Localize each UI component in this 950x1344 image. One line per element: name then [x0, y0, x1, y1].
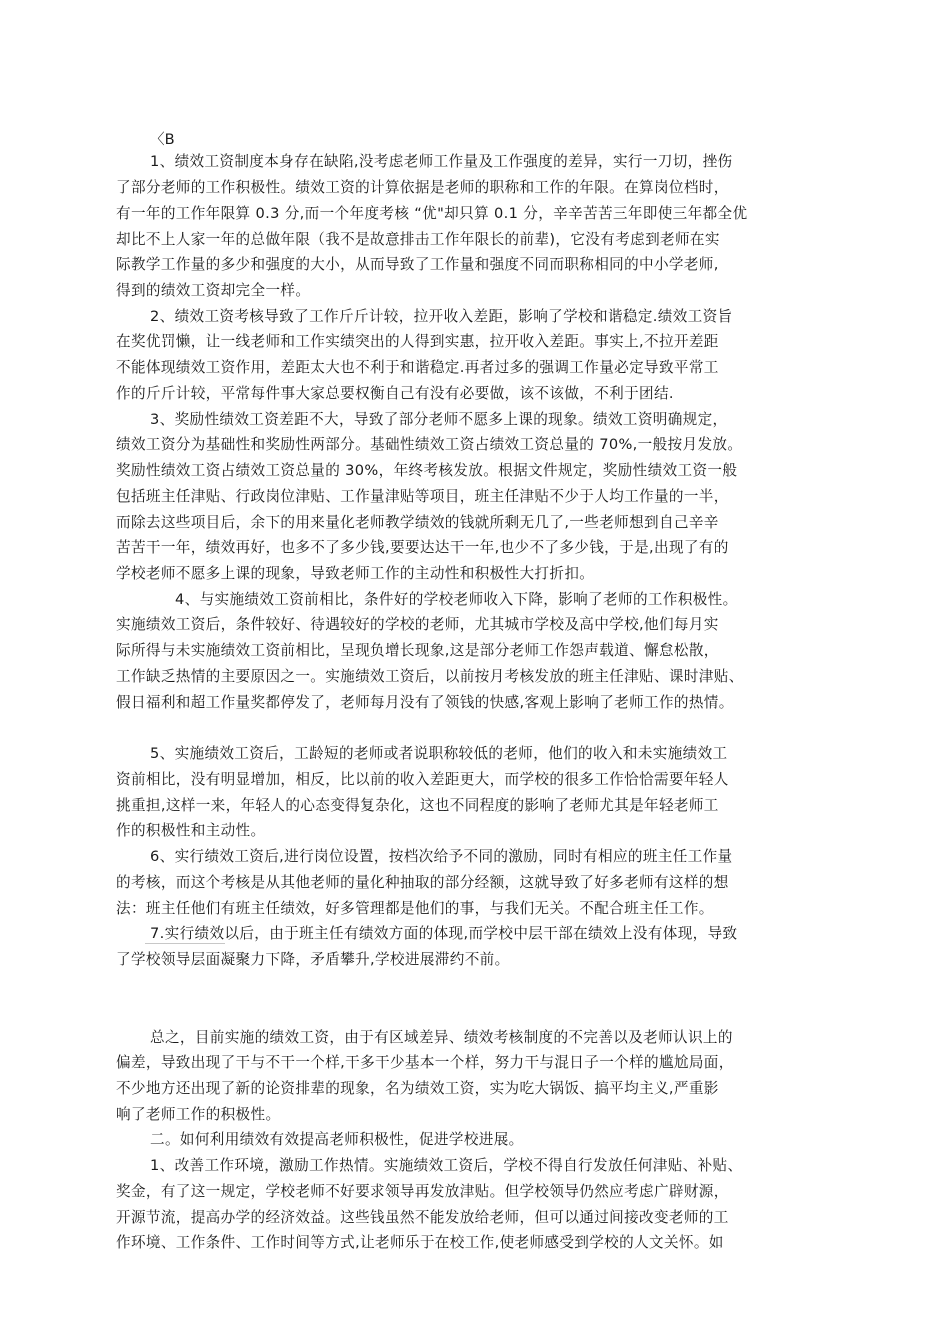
text-line: 工作缺乏热情的主要原因之一。实施绩效工资后，以前按月考核发放的班主任津贴、课时津贴、 [116, 668, 744, 685]
text-line: 了学校领导层面凝聚力下降，矛盾攀升,学校进展滞约不前。 [116, 951, 510, 968]
divider-rule [145, 943, 225, 944]
text-line: 挑重担,这样一来，年轻人的心态变得复杂化，这也不同程度的影响了老师尤其是年轻老师工 [116, 797, 719, 814]
text-line: 奖金，有了这一规定，学校老师不好要求领导再发放津贴。但学校领导仍然应考虑广辟财源， [116, 1183, 729, 1200]
text-line: 绩效工资分为基础性和奖励性两部分。基础性绩效工资占绩效工资总量的 70%,一般按月发放。 [116, 436, 743, 453]
text-line: 偏差，导致出现了干与不干一个样,干多干少基本一个样，努力干与混日子一个样的尴尬局面， [116, 1054, 734, 1071]
text-line: 法：班主任他们有班主任绩效，好多管理都是他们的事，与我们无关。不配合班主任工作。 [116, 900, 714, 917]
text-line: 学校老师不愿多上课的现象，导致老师工作的主动性和积极性大打折扣。 [116, 565, 595, 582]
text-line: 作的积极性和主动性。 [116, 822, 266, 839]
text-line: 际教学工作量的多少和强度的大小，从而导致了工作量和强度不同而职称相同的中小学老师, [116, 256, 719, 273]
text-line: 二。如何利用绩效有效提高老师积极性，促进学校进展。 [150, 1131, 524, 1148]
text-line: 3、奖励性绩效工资差距不大，导致了部分老师不愿多上课的现象。绩效工资明确规定， [150, 411, 728, 428]
text-line: 假日福利和超工作量奖都停发了，老师每月没有了领钱的快感,客观上影响了老师工作的热情。 [116, 694, 734, 711]
text-line: 得到的绩效工资却完全一样。 [116, 282, 311, 299]
text-line: 而除去这些项目后，余下的用来量化老师教学绩效的钱就所剩无几了,一些老师想到自己辛辛 [116, 514, 719, 531]
text-line: 在奖优罚懒，让一线老师和工作实绩突出的人得到实惠，拉开收入差距。事实上,不拉开差距 [116, 333, 719, 350]
text-line: 的考核，而这个考核是从其他老师的量化种抽取的部分经额，这就导致了好多老师有这样的想 [116, 874, 729, 891]
text-line: 实施绩效工资后，条件较好、待遇较好的学校的老师，尤其城市学校及高中学校,他们每月实 [116, 616, 719, 633]
section-marker: 〈B [150, 131, 175, 148]
text-line: 7.实行绩效以后，由于班主任有绩效方面的体现,而学校中层干部在绩效上没有体现，导致 [150, 925, 738, 942]
text-line: 1、改善工作环境，激励工作热情。实施绩效工资后，学校不得自行发放任何津贴、补贴、 [150, 1157, 743, 1174]
text-line: 奖励性绩效工资占绩效工资总量的 30%，年终考核发放。根据文件规定，奖励性绩效工资一般 [116, 462, 738, 479]
text-line: 不能体现绩效工资作用，差距太大也不利于和谐稳定.再者过多的强调工作量必定导致平常工 [116, 359, 719, 376]
text-line: 总之，目前实施的绩效工资，由于有区域差异、绩效考核制度的不完善以及老师认识上的 [150, 1029, 733, 1046]
text-line: 际所得与未实施绩效工资前相比，呈现负增长现象,这是部分老师工作怨声载道、懈怠松散， [116, 642, 719, 659]
text-line: 却比不上人家一年的总做年限（我不是故意排击工作年限长的前辈)，它没有考虑到老师在实 [116, 231, 720, 248]
text-line: 作环境、工作条件、工作时间等方式,让老师乐于在校工作,使老师感受到学校的人文关怀。如 [116, 1234, 724, 1251]
text-line: 开源节流，提高办学的经济效益。这些钱虽然不能发放给老师，但可以通过间接改变老师的工 [116, 1209, 729, 1226]
text-line: 不少地方还出现了新的论资排辈的现象，名为绩效工资，实为吃大锅饭、搞平均主义,严重影 [116, 1080, 719, 1097]
text-line: 响了老师工作的积极性。 [116, 1106, 281, 1123]
text-line: 苦苦干一年，绩效再好，也多不了多少钱,要要达达干一年,也少不了多少钱，于是,出现了有的 [116, 539, 729, 556]
text-line: 4、与实施绩效工资前相比，条件好的学校老师收入下降，影响了老师的工作积极性。 [175, 591, 738, 608]
text-line: 资前相比，没有明显增加，相反，比以前的收入差距更大，而学校的很多工作恰恰需要年轻人 [116, 771, 729, 788]
text-line: 了部分老师的工作积极性。绩效工资的计算依据是老师的职称和工作的年限。在算岗位档时， [116, 179, 729, 196]
text-line: 1、绩效工资制度本身存在缺陷,没考虑老师工作量及工作强度的差异，实行一刀切，挫伤 [150, 153, 733, 170]
text-line: 包括班主任津贴、行政岗位津贴、工作量津贴等项目，班主任津贴不少于人均工作量的一半， [116, 488, 729, 505]
text-line: 作的斤斤计较，平常每件事大家总要权衡自己有没有必要做，该不该做，不利于团结. [116, 385, 674, 402]
text-line: 6、实行绩效工资后,进行岗位设置，按档次给予不同的激励，同时有相应的班主任工作量 [150, 848, 733, 865]
text-line: 有一年的工作年限算 0.3 分,而一个年度考核 “优"却只算 0.1 分，辛辛苦苦三年即使三年都全优 [116, 205, 748, 222]
text-line: 5、实施绩效工资后，工龄短的老师或者说职称较低的老师，他们的收入和未实施绩效工 [150, 745, 728, 762]
text-line: 2、绩效工资考核导致了工作斤斤计较，拉开收入差距，影响了学校和谐稳定.绩效工资旨 [150, 308, 733, 325]
